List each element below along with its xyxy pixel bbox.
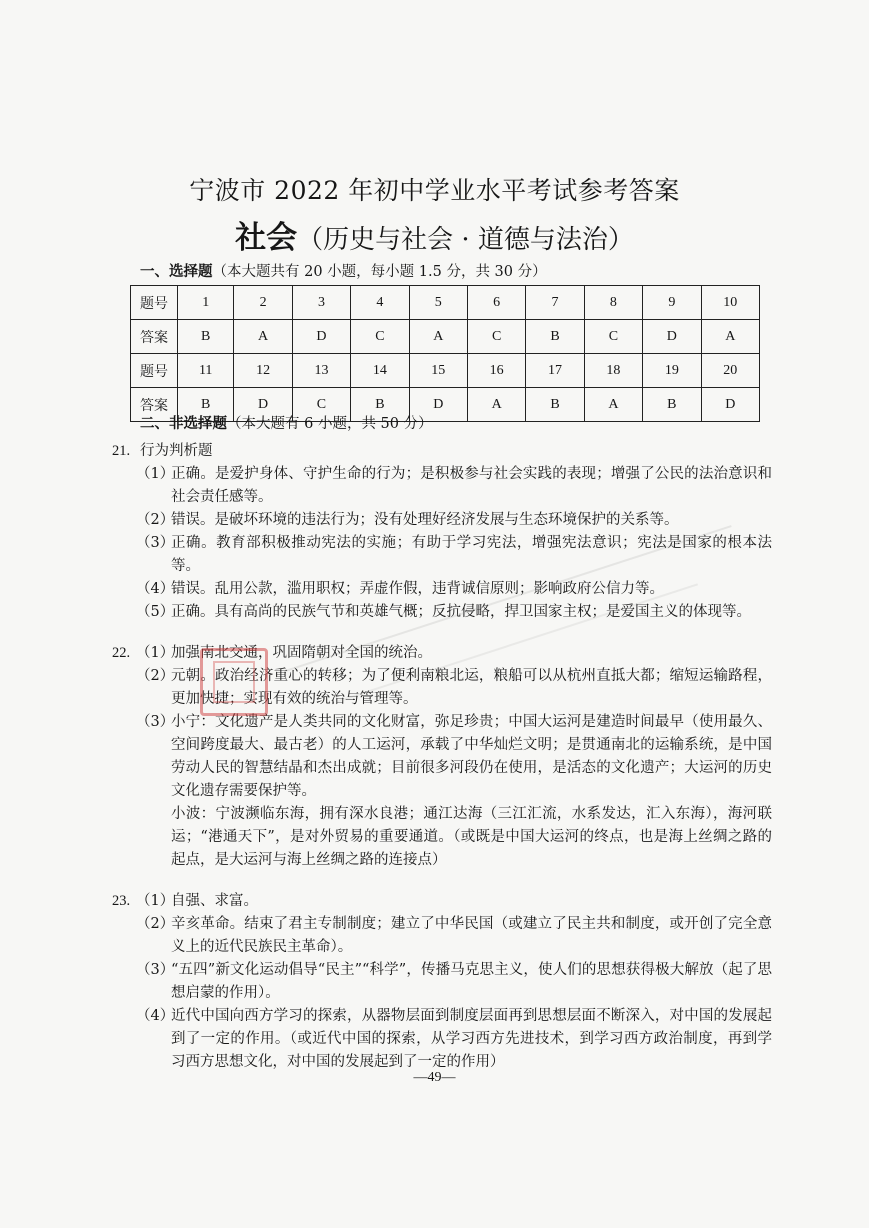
item-text: 小波：宁波濒临东海，拥有深水良港；通江达海（三江汇流，水系发达，汇入东海），海河联运；“港通天下”，是对外贸易的重要通道。（或既是中国大运河的终点，也是海上丝绸之路的起点，是大运河与海上丝绸之路的连接点）: [171, 806, 772, 868]
red-seal-stamp: [200, 648, 268, 716]
answer-cell: D: [701, 388, 759, 422]
question-number: 21.: [112, 443, 131, 459]
answer-cell: A: [409, 320, 467, 354]
subject-subtitle: （历史与社会 · 道德与法治）: [297, 225, 634, 255]
subject-name: 社会: [235, 220, 298, 256]
answer-cell: C: [584, 320, 642, 354]
answer-item: [136, 1005, 772, 1074]
page-number: —49—: [413, 1070, 456, 1085]
answer-cell: B: [178, 320, 234, 354]
answer-cell: A: [584, 388, 642, 422]
section1-label: 一、选择题: [140, 263, 213, 280]
question-number-cell: 10: [701, 286, 759, 320]
answer-cell: B: [526, 320, 584, 354]
item-text: 错误。乱用公款，滥用职权；弄虚作假，违背诚信原则；影响政府公信力等。: [171, 581, 664, 597]
row-label: 答案: [131, 388, 178, 422]
question-number-cell: 8: [584, 286, 642, 320]
answer-item: [136, 601, 772, 624]
question-number-cell: 11: [178, 354, 234, 388]
item-number: （1）: [136, 645, 175, 661]
answer-cell: B: [643, 388, 701, 422]
item-text: 加强南北交通，巩固隋朝对全国的统治。: [171, 645, 432, 661]
item-number: （3）: [136, 962, 175, 978]
answer-table: [130, 285, 760, 422]
question-number-cell: 9: [643, 286, 701, 320]
table-row: [131, 354, 760, 388]
answer-cell: D: [292, 320, 350, 354]
section1-heading: [140, 262, 547, 282]
item-number: （4）: [136, 581, 175, 597]
question-number-cell: 6: [467, 286, 525, 320]
item-number: （2）: [136, 512, 175, 528]
question-number-cell: 13: [292, 354, 350, 388]
answer-item: [136, 959, 772, 1005]
answer-item: [136, 532, 772, 578]
question-number-cell: 18: [584, 354, 642, 388]
question-number-cell: 17: [526, 354, 584, 388]
section1-note: （本大题共有 20 小题，每小题 1.5 分，共 30 分）: [212, 264, 547, 280]
question-number-cell: 1: [178, 286, 234, 320]
answer-item: [136, 578, 772, 601]
question-number-cell: 12: [234, 354, 292, 388]
subject-title: [0, 218, 869, 260]
question-block: [112, 890, 772, 1074]
answer-cell: A: [701, 320, 759, 354]
row-label: 题号: [131, 354, 178, 388]
answer-cell: D: [409, 388, 467, 422]
item-text: 正确。是爱护身体、守护生命的行为；是积极参与社会实践的表现；增强了公民的法治意识和社会责任感等。: [171, 466, 772, 505]
section2-heading: [140, 414, 433, 434]
item-number: （3）: [136, 535, 175, 551]
item-number: （4）: [136, 1008, 175, 1024]
section2-note: （本大题有 6 小题，共 50 分）: [227, 416, 433, 432]
question-number-cell: 4: [351, 286, 409, 320]
answer-cell: B: [178, 388, 234, 422]
question-number-cell: 5: [409, 286, 467, 320]
answer-cell: B: [526, 388, 584, 422]
item-text: 近代中国向西方学习的探索，从器物层面到制度层面再到思想层面不断深入，对中国的发展起到了一定的作用。（或近代中国的探索，从学习西方先进技术，到学习西方政治制度，再到学习西方思想文化，对中国的发展起到了一定的作用）: [171, 1008, 772, 1070]
question-block: [112, 440, 772, 624]
answer-cell: D: [234, 388, 292, 422]
item-number: （5）: [136, 604, 175, 620]
section2-label: 二、非选择题: [140, 415, 227, 432]
answer-cell: B: [351, 388, 409, 422]
question-number-cell: 19: [643, 354, 701, 388]
item-number: （2）: [136, 916, 175, 932]
answer-item: [136, 463, 772, 509]
item-number: （3）: [136, 714, 175, 730]
answer-cell: A: [467, 388, 525, 422]
question-number-cell: 14: [351, 354, 409, 388]
answer-item: [136, 890, 772, 913]
item-text: 错误。是破坏环境的违法行为；没有处理好经济发展与生态环境保护的关系等。: [171, 512, 679, 528]
answer-cell: A: [234, 320, 292, 354]
row-label: 答案: [131, 320, 178, 354]
answer-cell: C: [351, 320, 409, 354]
item-number: （1）: [136, 893, 175, 909]
item-text: “五四”新文化运动倡导“民主”“科学”，传播马克思主义，使人们的思想获得极大解放（起了思想启蒙的作用）。: [171, 962, 772, 1001]
item-text: 自强、求富。: [171, 893, 258, 909]
question-number-cell: 2: [234, 286, 292, 320]
answer-cell: D: [643, 320, 701, 354]
item-text: 小宁：文化遗产是人类共同的文化财富，弥足珍贵；中国大运河是建造时间最早（使用最久、空间跨度最大、最古老）的人工运河，承载了中华灿烂文明；是贯通南北的运输系统，是中国劳动人民的智慧结晶和杰出成就；目前很多河段仍在使用，是活态的文化遗产；大运河的历史文化遗存需要保护等。: [171, 714, 772, 799]
document-title: 宁波市 2022 年初中学业水平考试参考答案: [189, 176, 680, 205]
answer-item: [136, 913, 772, 959]
item-text: 辛亥革命。结束了君主专制制度；建立了中华民国（或建立了民主共和制度，或开创了完全意义上的近代民族民主革命）。: [171, 916, 772, 955]
answer-item: [136, 711, 772, 872]
question-number: 22.: [112, 645, 131, 661]
table-row: [131, 286, 760, 320]
table-row: [131, 320, 760, 354]
question-number-cell: 3: [292, 286, 350, 320]
question-number-cell: 20: [701, 354, 759, 388]
answer-cell: C: [467, 320, 525, 354]
answer-cell: C: [292, 388, 350, 422]
question-number: 23.: [112, 893, 131, 909]
question-title: 行为判析题: [140, 443, 213, 459]
item-number: （1）: [136, 466, 175, 482]
question-number-cell: 15: [409, 354, 467, 388]
item-number: （2）: [136, 668, 175, 684]
item-text: 元朝。政治经济重心的转移；为了便利南粮北运，粮船可以从杭州直抵大都；缩短运输路程，更加快捷；实现有效的统治与管理等。: [171, 668, 772, 707]
row-label: 题号: [131, 286, 178, 320]
answer-item: [136, 509, 772, 532]
item-text: 正确。教育部积极推动宪法的实施；有助于学习宪法，增强宪法意识；宪法是国家的根本法等。: [171, 535, 772, 574]
question-number-cell: 16: [467, 354, 525, 388]
question-number-cell: 7: [526, 286, 584, 320]
answer-content: [112, 440, 772, 1074]
item-text: 正确。具有高尚的民族气节和英雄气概；反抗侵略，捍卫国家主权；是爱国主义的体现等。: [171, 604, 751, 620]
